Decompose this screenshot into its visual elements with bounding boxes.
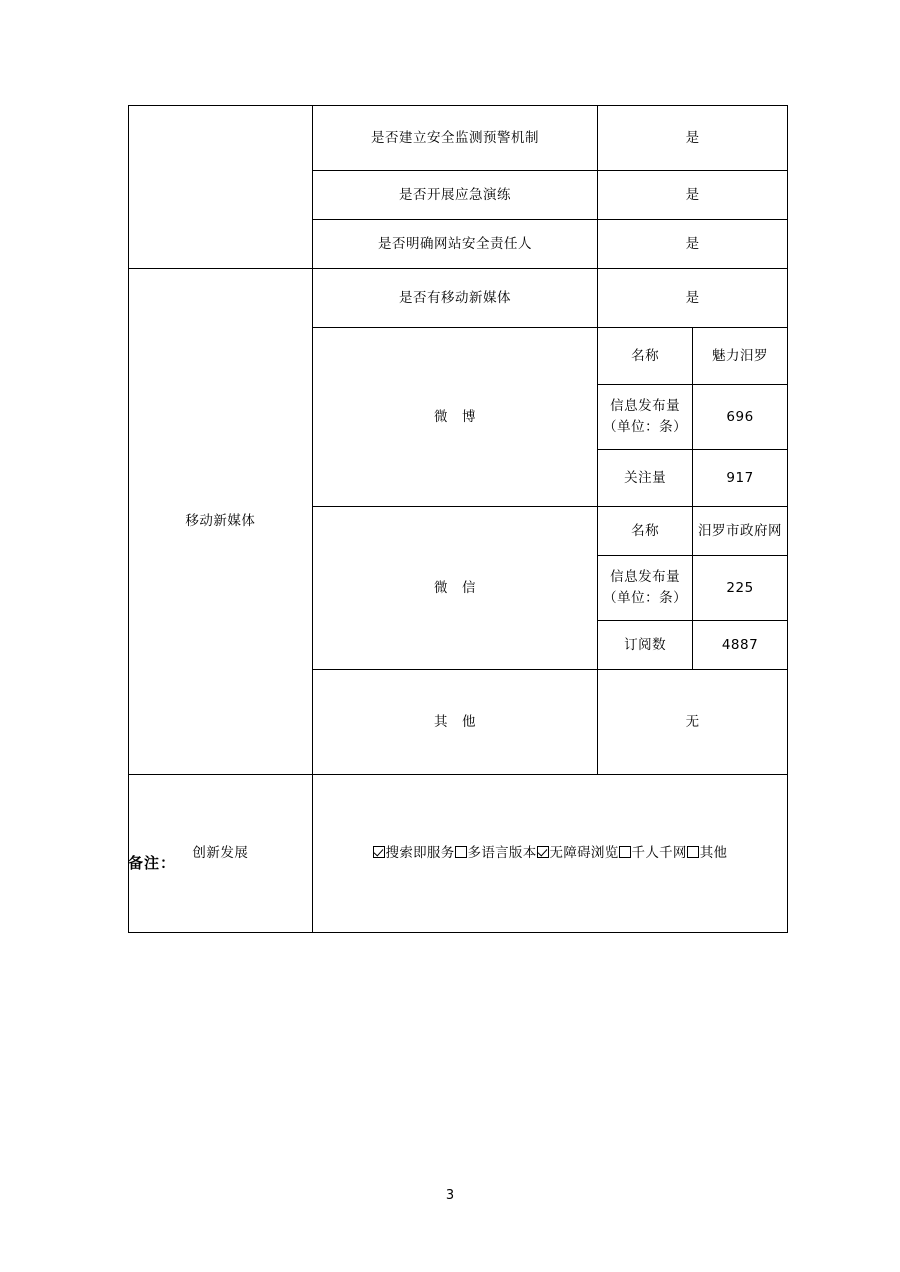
- other-media-label: 其 他: [312, 670, 597, 775]
- weibo-label: 微 博: [312, 328, 597, 507]
- responsible-label: 是否明确网站安全责任人: [312, 220, 597, 269]
- weibo-name-value: 魅力汨罗: [693, 328, 788, 385]
- innovation-option-label: 多语言版本: [467, 845, 537, 862]
- weixin-label: 微 信: [312, 507, 597, 670]
- innovation-option-label: 搜索即服务: [385, 845, 455, 862]
- weibo-follow-label: 关注量: [598, 450, 693, 507]
- drill-label: 是否开展应急演练: [312, 171, 597, 220]
- innovation-option-other[interactable]: [687, 845, 728, 861]
- innovation-checkbox-group: [317, 843, 783, 864]
- weibo-publish-label: 信息发布量（单位：条）: [598, 385, 693, 450]
- weixin-subscribe-label: 订阅数: [598, 621, 693, 670]
- weibo-name-label: 名称: [598, 328, 693, 385]
- other-media-value: 无: [598, 670, 788, 775]
- annual-report-table: [128, 105, 788, 933]
- innovation-option-label: 无障碍浏览: [549, 845, 619, 862]
- has-mobile-media-label: 是否有移动新媒体: [312, 269, 597, 328]
- table-row: [129, 106, 788, 171]
- innovation-label: 创新发展: [129, 775, 313, 933]
- safety-monitor-value: 是: [598, 106, 788, 171]
- checkbox-icon-multilang[interactable]: [455, 846, 467, 858]
- has-mobile-media-value: 是: [598, 269, 788, 328]
- table-row: [129, 775, 788, 933]
- innovation-option-multilang[interactable]: [455, 845, 537, 861]
- checkbox-icon-accessibility[interactable]: [537, 846, 549, 858]
- innovation-option-personalized[interactable]: [619, 845, 687, 861]
- innovation-option-accessibility[interactable]: [537, 845, 619, 861]
- weibo-publish-value: 696: [693, 385, 788, 450]
- safety-monitor-label: 是否建立安全监测预警机制: [312, 106, 597, 171]
- remark-label: 备注：: [128, 854, 177, 872]
- row-group-blank: [129, 106, 313, 269]
- checkbox-icon-search[interactable]: [373, 846, 385, 858]
- page-number: 3: [445, 1188, 455, 1203]
- weixin-publish-label: 信息发布量（单位：条）: [598, 556, 693, 621]
- innovation-option-search[interactable]: [373, 845, 455, 861]
- innovation-options-cell: [312, 775, 787, 933]
- weibo-follow-value: 917: [693, 450, 788, 507]
- checkbox-icon-other[interactable]: [687, 846, 699, 858]
- responsible-value: 是: [598, 220, 788, 269]
- innovation-option-label: 千人千网: [631, 845, 687, 862]
- drill-value: 是: [598, 171, 788, 220]
- weixin-name-label: 名称: [598, 507, 693, 556]
- innovation-option-label: 其他: [699, 845, 728, 862]
- weixin-subscribe-value: 4887: [693, 621, 788, 670]
- table-row: [129, 269, 788, 328]
- weixin-publish-value: 225: [693, 556, 788, 621]
- checkbox-icon-personalized[interactable]: [619, 846, 631, 858]
- mobile-media-section-label: 移动新媒体: [129, 269, 313, 775]
- weixin-name-value: 汨罗市政府网: [693, 507, 788, 556]
